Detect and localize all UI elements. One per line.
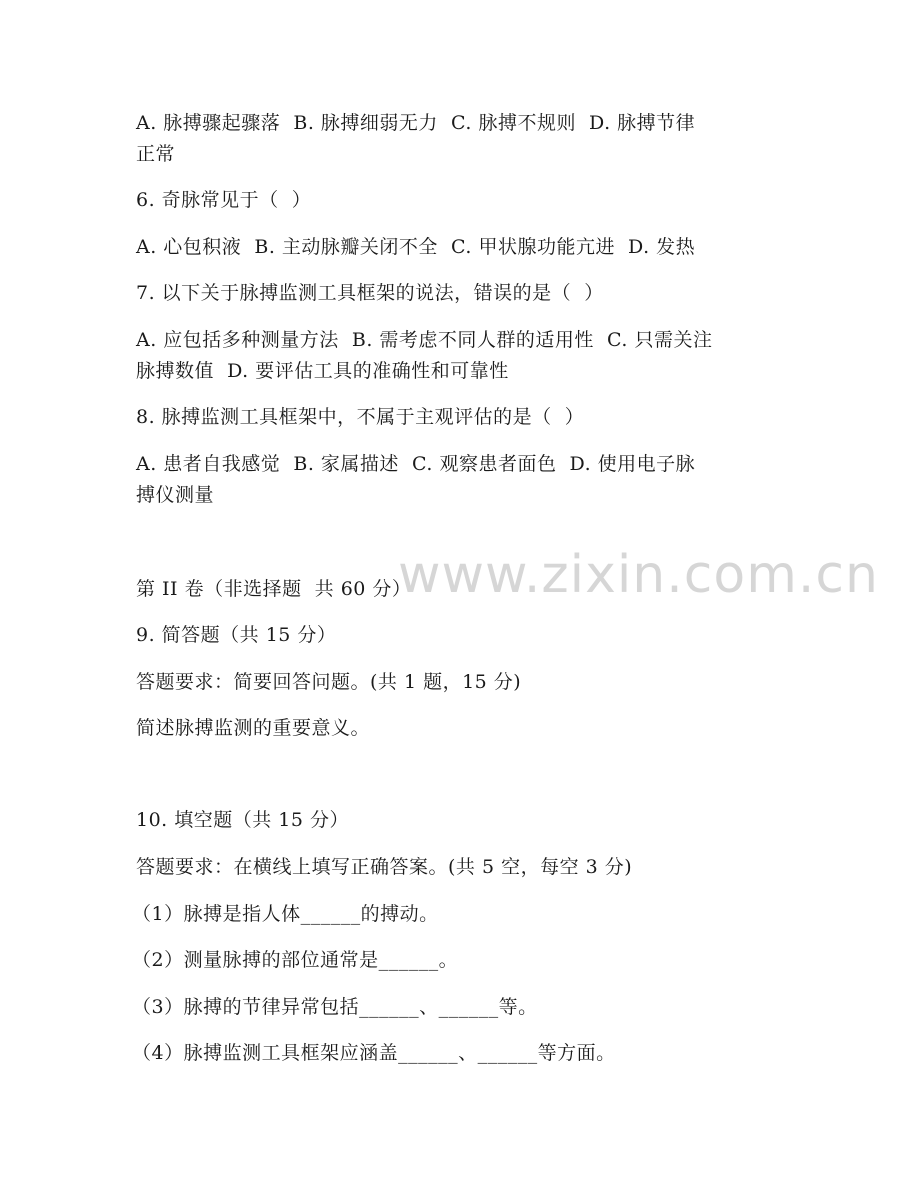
section-2-title: 第 II 卷（非选择题 共 60 分）	[136, 578, 412, 600]
q10-item-3: （3）脉搏的节律异常包括______、______等。	[132, 996, 538, 1018]
q10-item-1: （1）脉搏是指人体______的搏动。	[132, 903, 439, 925]
q5-options-line-2: 正常	[136, 143, 176, 165]
q8-options-line-1: A. 患者自我感觉 B. 家属描述 C. 观察患者面色 D. 使用电子脉	[136, 453, 696, 475]
q9-requirement: 答题要求：简要回答问题。(共 1 题，15 分)	[136, 671, 522, 693]
q7-stem: 7. 以下关于脉搏监测工具框架的说法，错误的是（ ）	[136, 282, 604, 304]
q6-stem: 6. 奇脉常见于（ ）	[136, 189, 312, 211]
q10-title: 10. 填空题（共 15 分）	[136, 809, 350, 831]
q10-item-4: （4）脉搏监测工具框架应涵盖______、______等方面。	[132, 1042, 616, 1064]
q9-title: 9. 简答题（共 15 分）	[136, 624, 337, 646]
watermark: www.zixin.com.cn	[398, 545, 879, 605]
q7-options-line-2: 脉搏数值 D. 要评估工具的准确性和可靠性	[136, 360, 509, 382]
q9-question: 简述脉搏监测的重要意义。	[136, 717, 371, 739]
q5-options-line-1: A. 脉搏骤起骤落 B. 脉搏细弱无力 C. 脉搏不规则 D. 脉搏节律	[136, 112, 696, 134]
q8-stem: 8. 脉搏监测工具框架中，不属于主观评估的是（ ）	[136, 406, 585, 428]
q7-options-line-1: A. 应包括多种测量方法 B. 需考虑不同人群的适用性 C. 只需关注	[136, 329, 713, 351]
q10-item-2: （2）测量脉搏的部位通常是______。	[132, 949, 459, 971]
q10-requirement: 答题要求：在横线上填写正确答案。(共 5 空，每空 3 分)	[136, 856, 633, 878]
q6-options: A. 心包积液 B. 主动脉瓣关闭不全 C. 甲状腺功能亢进 D. 发热	[136, 236, 696, 258]
q8-options-line-2: 搏仪测量	[136, 484, 215, 506]
